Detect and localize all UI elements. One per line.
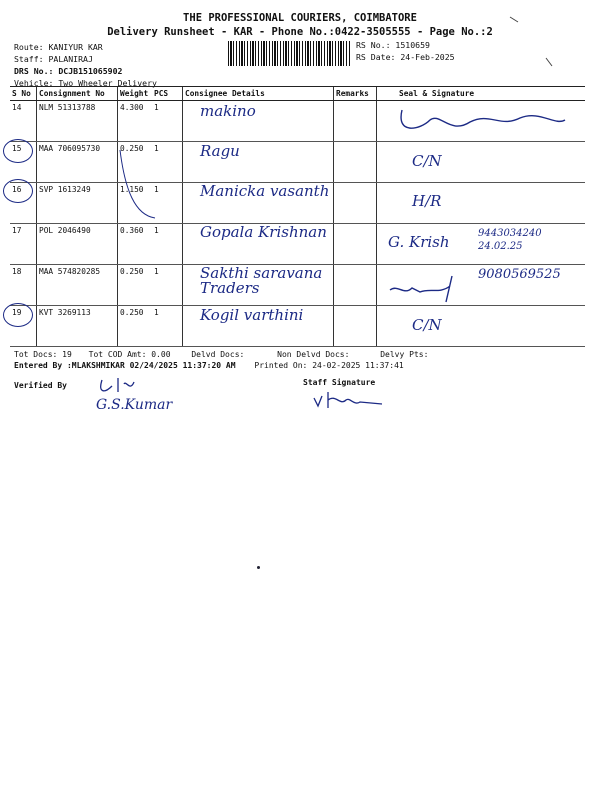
weight-cell: 4.300 (118, 101, 153, 142)
verifier-name: G.S.Kumar (96, 397, 173, 413)
consignment-cell: KVT 3269113 (37, 306, 118, 347)
verified-by-label: Verified By (14, 381, 67, 390)
pcs-cell: 1 (152, 101, 183, 142)
pcs-cell: 1 (152, 265, 183, 306)
tot-cod: Tot COD Amt: 0.00 (88, 350, 171, 359)
consignment-cell: MAA 574820285 (37, 265, 118, 306)
staff-signature-label: Staff Signature (303, 378, 376, 387)
non-delvd-docs: Non Delvd Docs: (277, 350, 350, 359)
rs-number: RS No.: 1510659 (356, 40, 430, 50)
consignee-handwriting: Gopala Krishnan (200, 223, 327, 241)
remark-handwriting: 9443034240 24.02.25 (478, 228, 542, 252)
signature-handwriting: G. Krish (388, 233, 450, 251)
col-weight: Weight (118, 87, 153, 101)
col-signature: Seal & Signature (377, 87, 586, 101)
pcs-cell: 1 (152, 142, 183, 183)
company-title: THE PROFESSIONAL COURIERS, COIMBATORE (183, 12, 417, 24)
staff-signature-icon (310, 388, 390, 413)
drs-number: DRS No.: DCJB151065902 (14, 66, 123, 76)
weight-cell: 0.360 (118, 224, 153, 265)
consignee-handwriting: Sakthi saravana Traders (200, 264, 323, 297)
remark-handwriting: 9080569525 (478, 267, 561, 282)
sno-cell: 19 (10, 306, 37, 347)
col-consignee: Consignee Details (183, 87, 334, 101)
col-sno: S No (10, 87, 37, 101)
entered-by: Entered By :MLAKSHMIKAR 02/24/2025 11:37:20 AM (14, 361, 236, 370)
sno-cell: 14 (10, 101, 37, 142)
entry-line (14, 360, 589, 371)
sno-cell: 17 (10, 224, 37, 265)
pcs-cell: 1 (152, 183, 183, 224)
consignment-cell: POL 2046490 (37, 224, 118, 265)
rs-date: RS Date: 24-Feb-2025 (356, 52, 455, 62)
delvy-pts: Delvy Pts: (380, 350, 429, 359)
pcs-cell: 1 (152, 306, 183, 347)
sno-cell: 15 (10, 142, 37, 183)
staff-label: Staff: PALANIRAJ (14, 54, 93, 64)
col-consignment: Consignment No (37, 87, 118, 101)
stray-dot (257, 566, 260, 569)
consignee-handwriting: Manicka vasanth (200, 182, 330, 200)
runsheet-title: Delivery Runsheet - KAR - Phone No.:0422-3505555 - Page No.:2 (107, 26, 493, 38)
consignee-handwriting: Ragu (200, 142, 240, 160)
totals-line (14, 349, 589, 360)
vehicle-label: Vehicle: Two Wheeler Delivery (14, 78, 157, 88)
pen-mark-icon (500, 12, 560, 72)
consignment-cell: NLM 51313788 (37, 101, 118, 142)
signature-handwriting: C/N (412, 316, 442, 334)
col-remarks: Remarks (334, 87, 377, 101)
route-label: Route: KANIYUR KAR (14, 42, 103, 52)
weight-cell: 0.250 (118, 265, 153, 306)
consignment-cell: MAA 706095730 (37, 142, 118, 183)
delvd-docs: Delvd Docs: (191, 350, 245, 359)
consignee-handwriting: Kogil varthini (200, 306, 304, 324)
weight-cell: 0.250 (118, 306, 153, 347)
sno-cell: 16 (10, 183, 37, 224)
tot-docs: Tot Docs: 19 (14, 350, 72, 359)
sno-cell: 18 (10, 265, 37, 306)
consignee-handwriting: makino (200, 102, 256, 120)
consignment-cell: SVP 1613249 (37, 183, 118, 224)
weight-cell: 1.150 (118, 183, 153, 224)
pcs-cell: 1 (152, 224, 183, 265)
signature-handwriting: H/R (412, 192, 442, 210)
col-pcs: PCS (152, 87, 183, 101)
printed-on: Printed On: 24-02-2025 11:37:41 (254, 361, 404, 370)
signature-handwriting: C/N (412, 152, 442, 170)
weight-cell: 0.250 (118, 142, 153, 183)
